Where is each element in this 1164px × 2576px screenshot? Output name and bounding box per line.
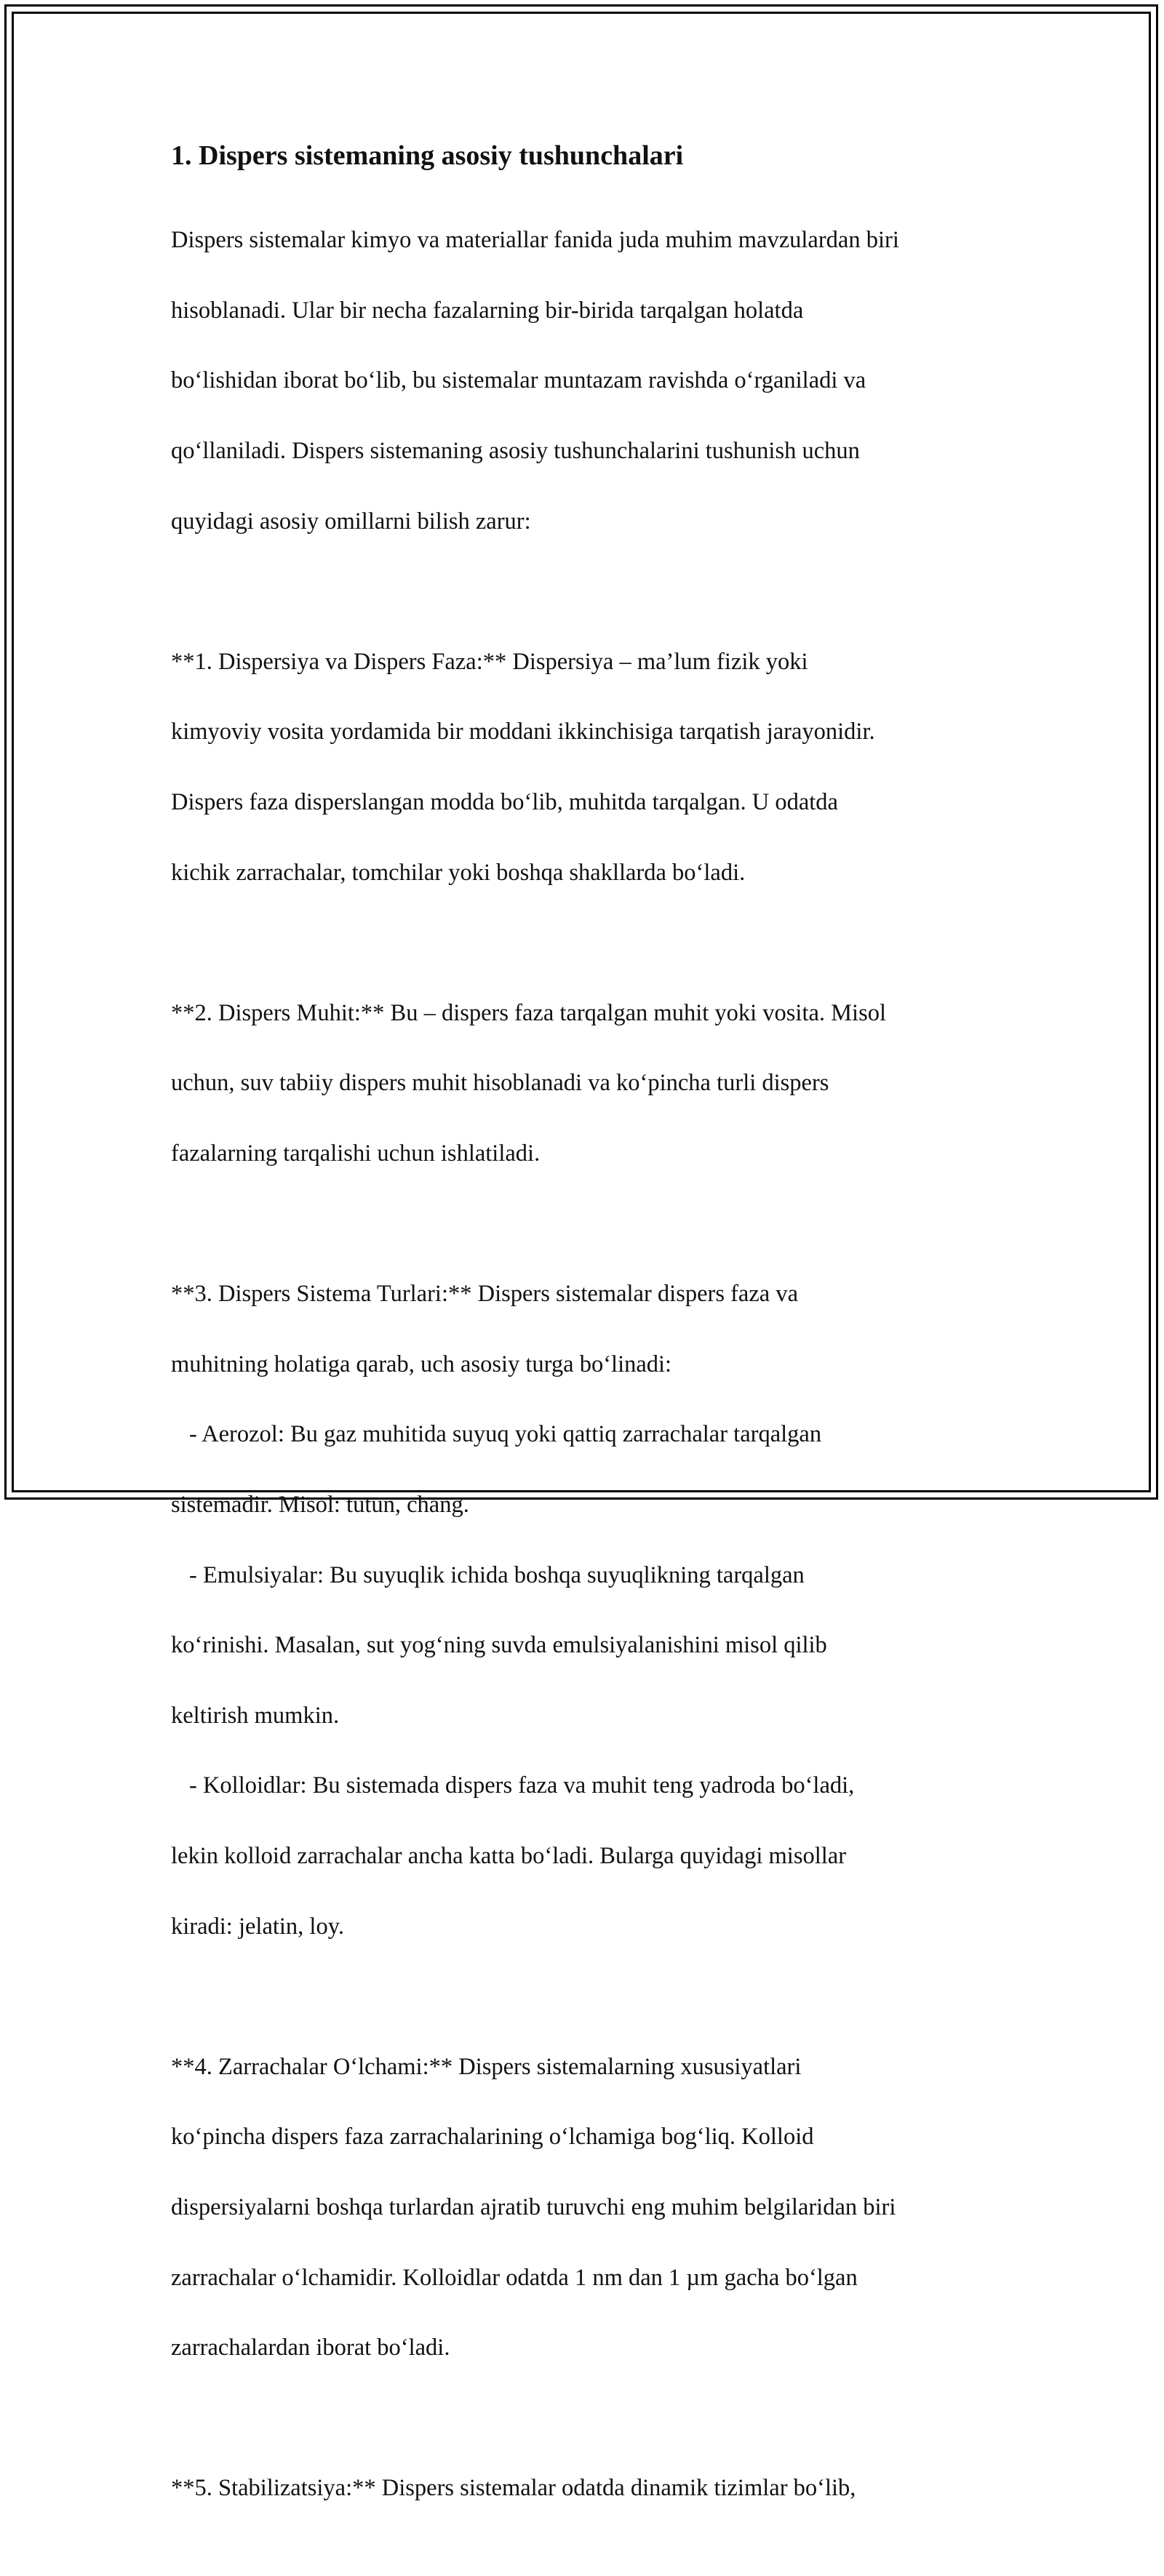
paragraph-sistema-turlari [171,1241,1000,1979]
text-line: lekin kolloid zarrachalar ancha katta bo‘ladi. Bularga quyidagi misollar [171,1842,847,1869]
document-body [171,137,1000,2576]
text-line: **4. Zarrachalar O‘lchami:** Dispers sistemalarning xususiyatlari [171,2053,802,2080]
text-line: **5. Stabilizatsiya:** Dispers sistemalar odatda dinamik tizimlar bo‘lib, [171,2475,856,2502]
list-item-kolloidlar: - Kolloidlar: Bu sistemada dispers faza va muhit teng yadroda bo‘ladi, [189,1772,855,1799]
text-line: bo‘lishidan iborat bo‘lib, bu sistemalar muntazam ravishda o‘rganiladi va [171,367,866,394]
text-line: zarrachalardan iborat bo‘ladi. [171,2335,450,2361]
text-line: keltirish mumkin. [171,1702,340,1729]
text-line: zarrachalar o‘lchamidir. Kolloidlar odatda 1 nm dan 1 µm gacha bo‘lgan [171,2264,858,2291]
text-line: qo‘llaniladi. Dispers sistemaning asosiy tushunchalarini tushunish uchun [171,438,860,465]
text-line: quyidagi asosiy omillarni bilish zarur: [171,508,531,535]
paragraph-stabilizatsiya [171,2436,1000,2541]
text-line: kiradi: jelatin, loy. [171,1913,344,1940]
text-line: **3. Dispers Sistema Turlari:** Dispers sistemalar dispers faza va [171,1281,799,1308]
paragraph-zarrachalar-olchami [171,2014,1000,2400]
text-line: hisoblanadi. Ular bir necha fazalarning bir-birida tarqalgan holatda [171,297,804,324]
text-line: dispersiyalarni boshqa turlardan ajratib turuvchi eng muhim belgilaridan biri [171,2193,896,2220]
list-item-aerozol: - Aerozol: Bu gaz muhitida suyuq yoki qattiq zarrachalar tarqalgan [189,1421,822,1448]
text-line: fazalarning tarqalishi uchun ishlatiladi. [171,1140,541,1167]
paragraph-dispersiya [171,609,1000,926]
text-line: sistemadir. Misol: tutun, chang. [171,1491,469,1518]
list-item-emulsiyalar: - Emulsiyalar: Bu suyuqlik ichida boshqa suyuqlikning tarqalgan [189,1561,805,1588]
text-line: uchun, suv tabiiy dispers muhit hisoblanadi va ko‘pincha turli dispers [171,1070,829,1097]
paragraph-dispers-muhit [171,961,1000,1207]
text-line: **1. Dispersiya va Dispers Faza:** Dispersiya – ma’lum fizik yoki [171,648,808,675]
text-line: Dispers sistemalar kimyo va materiallar fanida juda muhim mavzulardan biri [171,227,899,254]
text-line: kichik zarrachalar, tomchilar yoki boshqa shakllarda bo‘ladi. [171,859,746,886]
text-line: muhitning holatiga qarab, uch asosiy turga bo‘linadi: [171,1351,672,1377]
intro-paragraph [171,188,1000,574]
text-line: Dispers faza disperslangan modda bo‘lib, muhitda tarqalgan. U odatda [171,789,838,816]
text-line: ko‘pincha dispers faza zarrachalarining o‘lchamiga bog‘liq. Kolloid [171,2124,814,2151]
text-line: **2. Dispers Muhit:** Bu – dispers faza tarqalgan muhit yoki vosita. Misol [171,999,887,1026]
text-line: kimyoviy vosita yordamida bir moddani ikkinchisiga tarqatish jarayonidir. [171,719,875,745]
section-heading: 1. Dispers sistemaning asosiy tushunchalari [171,140,684,171]
text-line: ko‘rinishi. Masalan, sut yog‘ning suvda emulsiyalanishini misol qilib [171,1632,827,1659]
